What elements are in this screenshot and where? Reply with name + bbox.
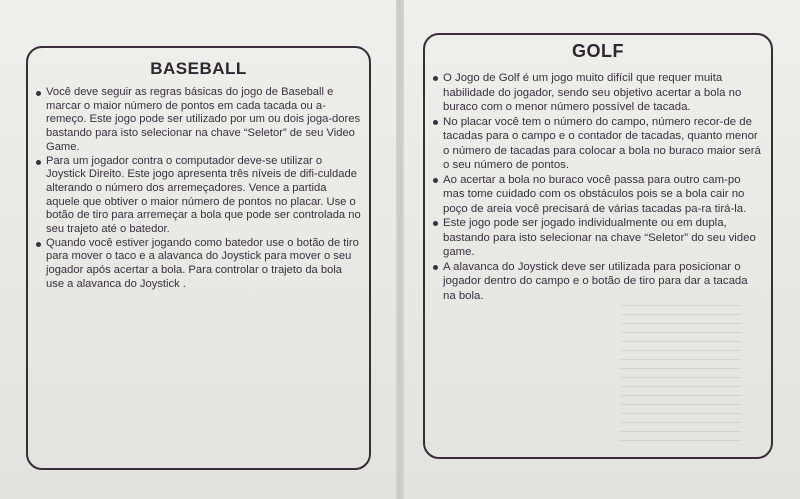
bullet-icon (36, 160, 41, 165)
rule-text: Quando você estiver jogando como batedor use o botão de tiro para mover o taco e a alavanca do Joystick para mover o seu jogador após acertar a bola. Para controlar o trajeto da bola use a alavanca do Joystick . (46, 236, 359, 290)
bullet-icon (433, 265, 438, 270)
baseball-panel (26, 46, 371, 470)
rule-item (36, 155, 361, 237)
rule-item (433, 216, 763, 260)
bullet-icon (433, 221, 438, 226)
golf-rules (433, 71, 763, 303)
rule-item (433, 173, 763, 217)
golf-title: GOLF (572, 41, 624, 61)
rule-item (433, 260, 763, 304)
rule-text: O Jogo de Golf é um jogo muito difícil que requer muita habilidade do jogador, sendo seu objetivo acertar a bola no buraco com o menor número possível de tacada. (443, 72, 742, 113)
bullet-icon (36, 91, 41, 96)
rule-text: Você deve seguir as regras básicas do jogo de Baseball e marcar o maior número de pontos em cada tacada ou a-remeço. Este jogo pode ser utilizado por um ou dois joga-dores bastando para isto selecionar na chave “Seletor” de seu Video Game. (46, 86, 361, 153)
bullet-icon (36, 242, 41, 247)
rule-item (36, 237, 361, 292)
baseball-rules (36, 86, 361, 292)
rule-text: Para um jogador contra o computador deve-se utilizar o Joystick Direito. Este jogo apresenta três níveis de difi-culdade alterando o número dos arremeçadores. Vence a partida aquele que obtiver o maior número de pontos no placar. Use o botão de tiro para arremeçar a bola que pode ser controlada no seu trajeto até o batedor. (46, 154, 361, 236)
rule-item (36, 86, 361, 155)
bullet-icon (433, 120, 438, 125)
rule-text: Este jogo pode ser jogado individualmente ou em dupla, bastando para isto selecionar na chave “Seletor” do seu video game. (443, 217, 756, 258)
show-through-texture (621, 305, 741, 445)
rule-text: Ao acertar a bola no buraco você passa para outro cam-po mas tome cuidado com os obstáculos pois se a bola cair no poço de areia você precisará de várias tacadas pa-ra tirá-la. (443, 173, 747, 215)
bullet-icon (433, 178, 438, 183)
rule-item (433, 71, 763, 115)
golf-panel (423, 33, 773, 459)
bullet-icon (433, 76, 438, 81)
page-fold (396, 0, 404, 499)
rule-item (433, 115, 763, 173)
rule-text: A alavanca do Joystick deve ser utilizada para posicionar o jogador dentro do campo e o botão de tiro para dar a tacada na bola. (443, 260, 748, 302)
rule-text: No placar você tem o número do campo, número recor-de de tacadas para o campo e o contador de tacadas, quanto menor o número de tacadas para colocar a bola no buraco maior será o seu número de pontos. (443, 115, 761, 171)
baseball-title: BASEBALL (150, 59, 247, 78)
